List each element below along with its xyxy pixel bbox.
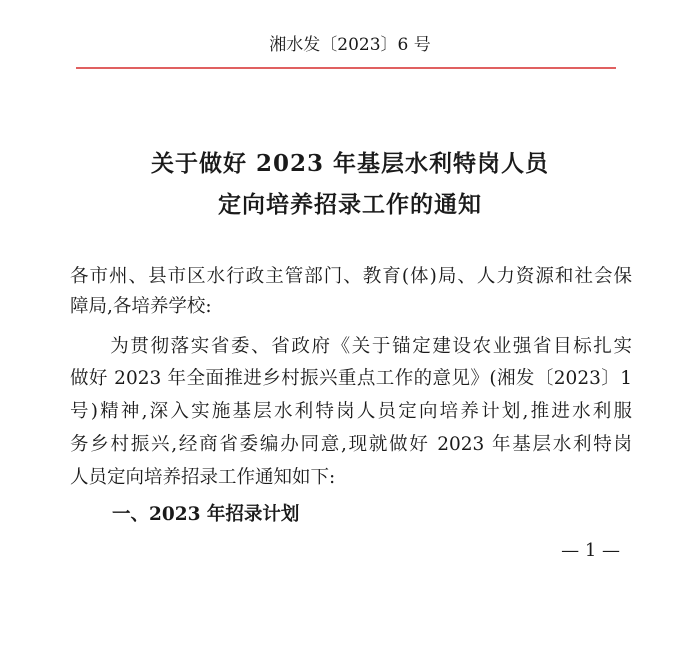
body-line: 为贯彻落实省委、省政府《关于锚定建设农业强省目标扎实	[70, 336, 632, 357]
document-title-line-2: 定向培养招录工作的通知	[218, 191, 482, 218]
body-line: 各市州、县市区水行政主管部门、教育(体)局、人力资源和社会保	[70, 266, 632, 287]
body-line: 人员定向培养招录工作通知如下:	[70, 467, 336, 488]
page-number: — 1 —	[561, 540, 620, 561]
document-title-line-1: 关于做好 2023 年基层水利特岗人员	[150, 150, 550, 177]
body-line: 号)精神,深入实施基层水利特岗人员定向培养计划,推进水利服	[70, 401, 632, 422]
body-line: 做好 2023 年全面推进乡村振兴重点工作的意见》(湘发〔2023〕1	[70, 368, 632, 389]
body-line: 障局,各培养学校:	[70, 296, 212, 317]
red-header-rule	[76, 67, 616, 69]
body-line: 务乡村振兴,经商省委编办同意,现就做好 2023 年基层水利特岗	[70, 434, 632, 455]
section-heading: 一、2023 年招录计划	[112, 504, 300, 525]
document-number: 湘水发〔2023〕6 号	[269, 35, 431, 55]
